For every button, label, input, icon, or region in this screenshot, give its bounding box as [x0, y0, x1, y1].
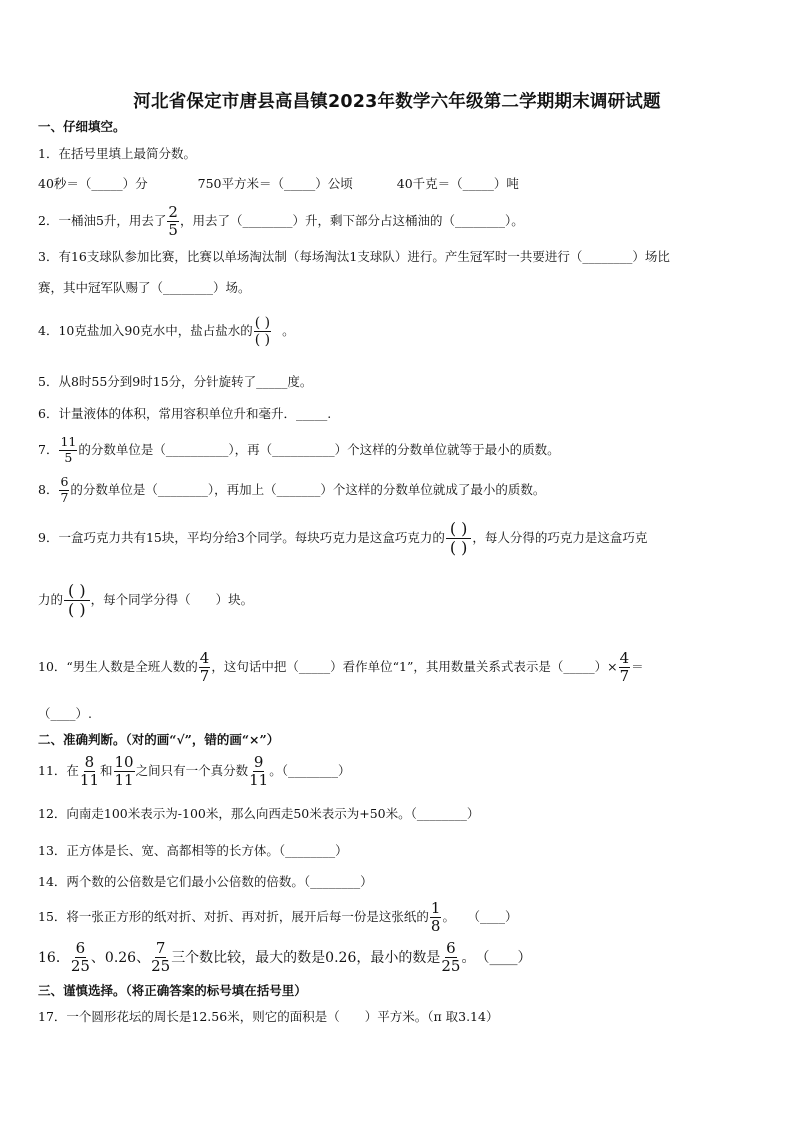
fraction-9-11: [249, 755, 268, 788]
fraction-6-7: [59, 476, 69, 504]
question-14: 14．两个数的公倍数是它们最小公倍数的倍数。（________）: [38, 874, 373, 889]
question-10-line-1: [38, 651, 644, 684]
fraction-numerator: 11: [60, 434, 77, 449]
fraction-6-25: [441, 941, 460, 974]
question-1-item-b: 750平方米＝（_____）公顷: [197, 176, 353, 191]
fraction-7-25: [151, 941, 170, 974]
fraction-denominator-blank: ( ): [254, 332, 271, 348]
fraction-denominator: 11: [249, 771, 269, 789]
fraction-denominator: 25: [151, 957, 171, 975]
fraction-11-5: [59, 436, 77, 464]
question-7-number: 7．: [38, 441, 59, 457]
fraction-denominator: 7: [60, 489, 69, 505]
fraction-10-11: [114, 755, 135, 788]
question-2-text-end: ，用去了（________）升，剩下部分占这桶油的（________）。: [179, 213, 524, 229]
fraction-numerator: 6: [60, 474, 69, 489]
fraction-numerator-blank: ( ): [446, 521, 472, 539]
question-9-text-mid: ，每人分得的巧克力是这盒巧克: [472, 530, 648, 546]
fraction-denominator: 8: [430, 917, 441, 935]
blank-fraction: [64, 583, 90, 618]
question-2: [38, 205, 524, 238]
question-7-text: 的分数单位是（__________），再（__________）个这样的分数单位就等于最小的质数。: [78, 441, 560, 457]
question-11-and: 和: [100, 763, 113, 779]
fraction-denominator: 11: [114, 771, 134, 789]
fraction-numerator: 10: [114, 753, 134, 771]
fraction-numerator-blank: ( ): [254, 315, 271, 331]
fraction-denominator-blank: ( ): [68, 600, 86, 619]
fraction-denominator: 5: [168, 221, 178, 239]
section-2-heading: 二、准确判断。（对的画“√”，错的画“×”）: [38, 732, 280, 747]
question-9-text: 9．一盒巧克力共有15块，平均分给3个同学。每块巧克力是这盒巧克力的: [38, 530, 445, 546]
question-4-text: 4．10克盐加入90克水中，盐占盐水的: [38, 323, 253, 339]
question-9-line-2: [38, 583, 253, 618]
question-11: [38, 755, 350, 788]
question-16-text-1: 、0.26、: [90, 949, 151, 966]
question-4-text-end: 。: [282, 323, 295, 339]
question-9-line-1: [38, 521, 647, 556]
question-15-text: 15．将一张正方形的纸对折、对折、再对折，展开后每一份是这张纸的: [38, 909, 429, 925]
question-5: 5．从8时55分到9时15分，分针旋转了_____度。: [38, 374, 313, 389]
fraction-4-7: [199, 651, 211, 684]
question-8-number: 8．: [38, 481, 59, 497]
question-10-line-2: （____）.: [38, 706, 92, 721]
question-2-text: 2．一桶油5升，用去了: [38, 213, 167, 229]
fraction-8-11: [80, 755, 99, 788]
question-16-text-end: 。 （____）: [461, 949, 532, 966]
fraction-numerator: 4: [619, 649, 630, 667]
question-11-text: 11．在: [38, 763, 79, 779]
question-3-line-2: 赛，其中冠军队赐了（________）场。: [38, 280, 251, 295]
question-10-text-end: ＝: [631, 659, 644, 675]
question-9-text-2: 力的: [38, 592, 64, 608]
fraction-numerator: 1: [430, 899, 441, 917]
section-1-heading: 一、仔细填空。: [38, 119, 126, 134]
question-16-number: 16．: [38, 949, 70, 966]
fraction-numerator: 4: [199, 649, 210, 667]
page-title: 河北省保定市唐县高昌镇2023年数学六年级第二学期期末调研试题: [133, 92, 661, 112]
section-3-heading: 三、谨慎选择。（将正确答案的标号填在括号里）: [38, 983, 307, 998]
fraction-1-8: [430, 901, 442, 934]
blank-fraction: [254, 316, 271, 347]
question-15: [38, 901, 517, 934]
fraction-denominator: 11: [79, 771, 99, 789]
fraction-numerator: 8: [84, 753, 95, 771]
question-1-stem: 1．在括号里填上最简分数。: [38, 146, 196, 161]
fraction-denominator: 25: [441, 957, 461, 975]
question-1-items: [38, 178, 519, 191]
fraction-denominator: 5: [64, 449, 73, 465]
fraction-denominator-blank: ( ): [449, 538, 468, 557]
question-4: [38, 316, 295, 347]
question-1-item-c: 40千克＝（_____）吨: [396, 176, 519, 191]
fraction-numerator: 6: [446, 939, 456, 957]
question-9-text-end: ，每个同学分得（ ）块。: [90, 592, 254, 608]
question-11-text-mid: 之间只有一个真分数: [135, 763, 249, 779]
question-16-text-2: 三个数比较，最大的数是0.26，最小的数是: [171, 949, 441, 966]
question-11-text-end: 。（________）: [269, 763, 351, 779]
fraction-numerator: 7: [155, 939, 166, 957]
question-10-text: 10．“男生人数是全班人数的: [38, 659, 198, 675]
question-8: [38, 476, 545, 504]
question-7: [38, 436, 560, 464]
fraction-denominator: 25: [70, 957, 90, 975]
blank-fraction: [446, 521, 472, 556]
question-13: 13．正方体是长、宽、高都相等的长方体。（________）: [38, 843, 348, 858]
fraction-numerator: 9: [253, 753, 264, 771]
question-15-text-end: 。 （____）: [442, 909, 518, 925]
question-12: 12．向南走100米表示为-100米，那么向西走50米表示为+50米。（________）: [38, 806, 480, 821]
question-3-line-1: 3．有16支球队参加比赛，比赛以单场淘汰制（每场淘汰1支球队）进行。产生冠军时一共要进行（________）场比: [38, 249, 670, 264]
question-17: 17．一个圆形花坛的周长是12.56米，则它的面积是（ ）平方米。（π 取3.14）: [38, 1009, 499, 1024]
fraction-numerator-blank: ( ): [64, 583, 90, 601]
question-16: [38, 941, 531, 974]
question-10-text-mid: ，这句话中把（_____）看作单位“1”，其用数量关系式表示是（_____）×: [211, 659, 618, 675]
fraction-denominator: 7: [199, 667, 210, 685]
fraction-6-25: [71, 941, 90, 974]
question-6: 6．计量液体的体积，常用容积单位升和毫升．_____.: [38, 406, 332, 421]
fraction-4-7: [619, 651, 631, 684]
fraction-denominator: 7: [619, 667, 630, 685]
question-1-item-a: 40秒＝（_____）分: [38, 176, 148, 191]
fraction-numerator: 6: [75, 939, 86, 957]
fraction-numerator: 2: [168, 203, 178, 221]
question-8-text: 的分数单位是（________），再加上（_______）个这样的分数单位就成了最小的质数。: [70, 481, 546, 497]
fraction-2-5: [167, 205, 179, 238]
